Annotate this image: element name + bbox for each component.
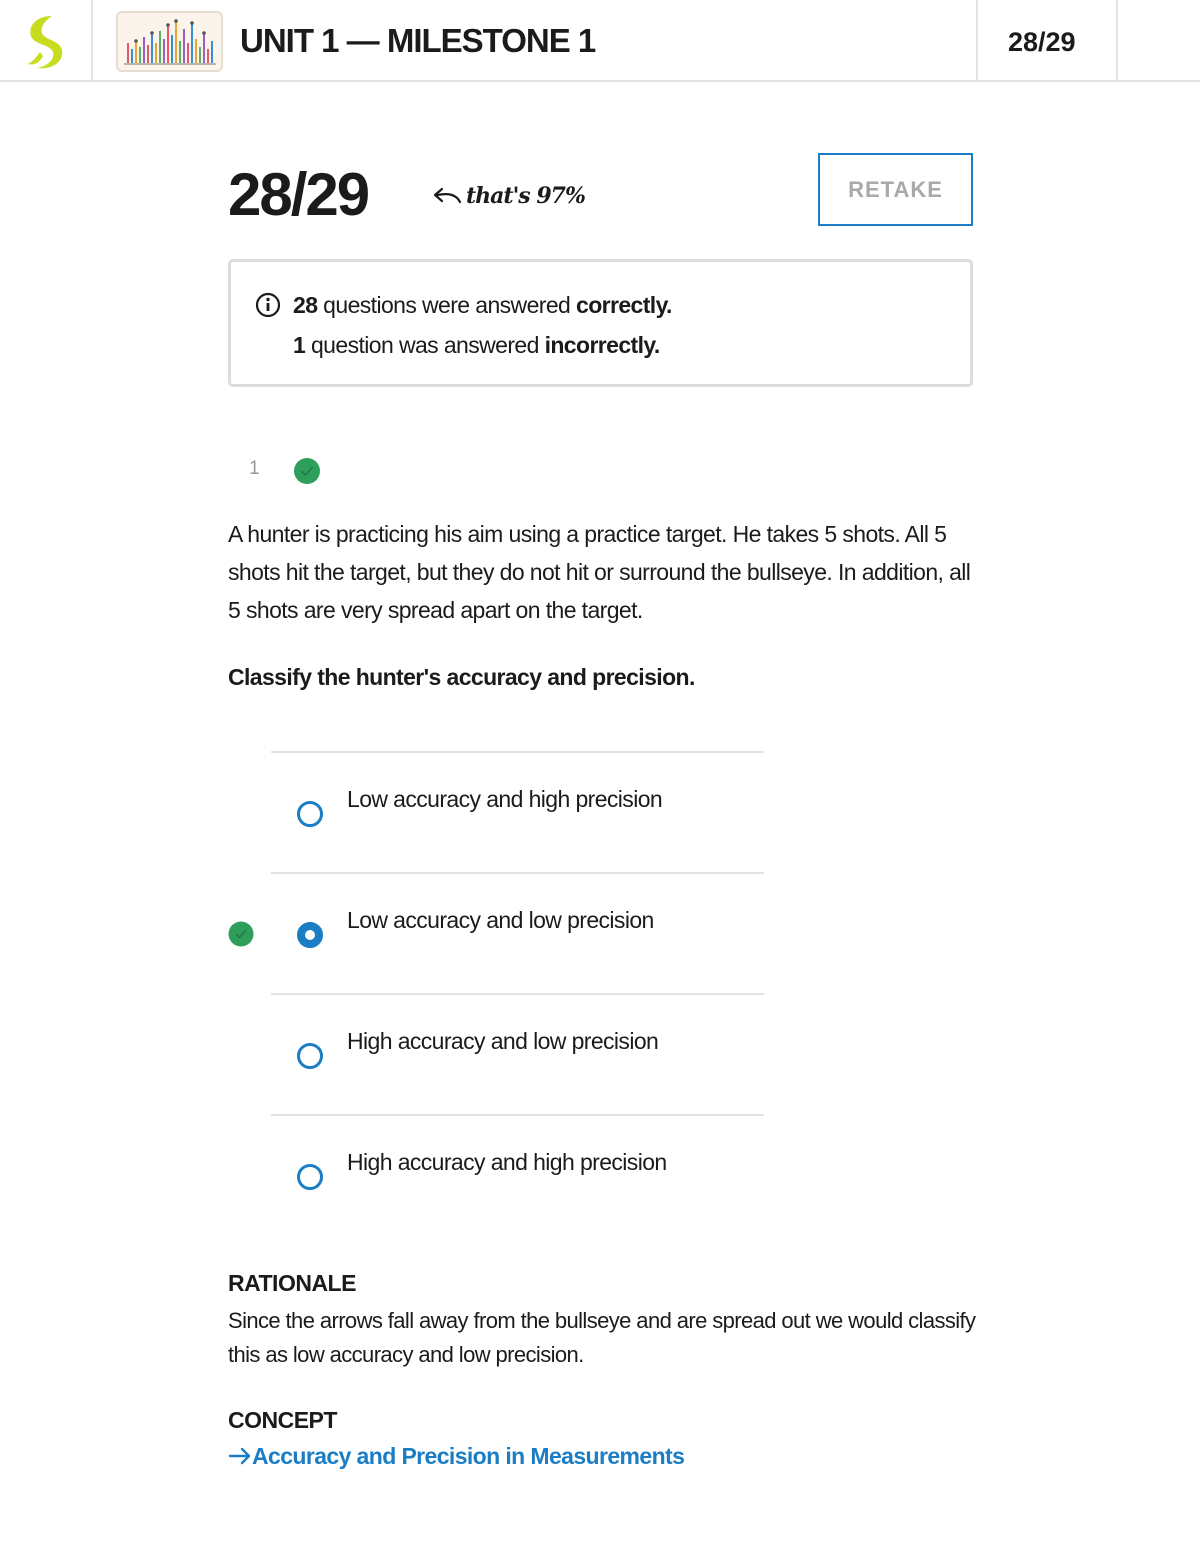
radio-button[interactable] bbox=[297, 1043, 323, 1069]
percent-note-text: that's 97% bbox=[466, 183, 585, 209]
answer-option-label: High accuracy and low precision bbox=[347, 1028, 659, 1054]
question-prompt: Classify the hunter's accuracy and precision. bbox=[228, 664, 695, 690]
answer-option-label: Low accuracy and high precision bbox=[347, 786, 663, 812]
info-icon bbox=[255, 292, 281, 318]
radio-button[interactable] bbox=[297, 801, 323, 827]
course-thumbnail[interactable] bbox=[116, 11, 223, 72]
summary-correct-line bbox=[293, 292, 672, 319]
incorrect-count: 1 bbox=[293, 332, 306, 358]
retake-button[interactable]: RETAKE bbox=[818, 153, 973, 226]
correct-count: 28 bbox=[293, 292, 318, 318]
header-score-cell bbox=[976, 0, 1118, 82]
percent-note bbox=[432, 183, 585, 209]
radio-button-selected[interactable] bbox=[297, 922, 323, 948]
arrow-right-icon bbox=[228, 1447, 252, 1465]
answer-options bbox=[271, 751, 764, 1235]
concept-link[interactable] bbox=[228, 1443, 684, 1470]
course-thumbnail-chart-icon bbox=[118, 13, 221, 70]
answer-option-2[interactable] bbox=[271, 872, 764, 993]
arrow-back-icon bbox=[432, 186, 462, 206]
summary-incorrect-line bbox=[293, 332, 660, 359]
answer-option-1[interactable] bbox=[271, 751, 764, 872]
unit-title: UNIT 1 — MILESTONE 1 bbox=[240, 22, 596, 59]
incorrect-word: incorrectly. bbox=[544, 332, 660, 358]
answer-option-label: High accuracy and high precision bbox=[347, 1149, 667, 1175]
answer-option-3[interactable] bbox=[271, 993, 764, 1114]
answer-option-label: Low accuracy and low precision bbox=[347, 907, 654, 933]
top-bar bbox=[0, 0, 1200, 82]
concept-link-text[interactable]: Accuracy and Precision in Measurements bbox=[252, 1443, 685, 1469]
sophia-logo-icon[interactable] bbox=[22, 14, 68, 70]
incorrect-text: question was answered bbox=[305, 332, 545, 358]
header-score: 28/29 bbox=[1008, 27, 1076, 57]
rationale-heading: RATIONALE bbox=[228, 1270, 356, 1296]
rationale-text: Since the arrows fall away from the bullseye and are spread out we would classify this as low accuracy and low precision. bbox=[228, 1308, 976, 1367]
correct-answer-check-icon bbox=[228, 921, 254, 947]
result-summary bbox=[228, 259, 973, 387]
result-score: 28/29 bbox=[228, 161, 369, 228]
concept-heading: CONCEPT bbox=[228, 1407, 337, 1433]
radio-button[interactable] bbox=[297, 1164, 323, 1190]
question-text: A hunter is practicing his aim using a practice target. He takes 5 shots. All 5 shots hit the target, but they do not hit or surround the bullseye. In addition, all 5 shots are very spread apart on the target. bbox=[228, 521, 971, 623]
logo-cell[interactable] bbox=[0, 0, 93, 82]
correct-word: correctly. bbox=[576, 292, 672, 318]
answer-option-4[interactable] bbox=[271, 1114, 764, 1235]
question-number: 1 bbox=[249, 458, 260, 479]
correct-text: questions were answered bbox=[317, 292, 576, 318]
check-circle-icon bbox=[293, 457, 321, 485]
